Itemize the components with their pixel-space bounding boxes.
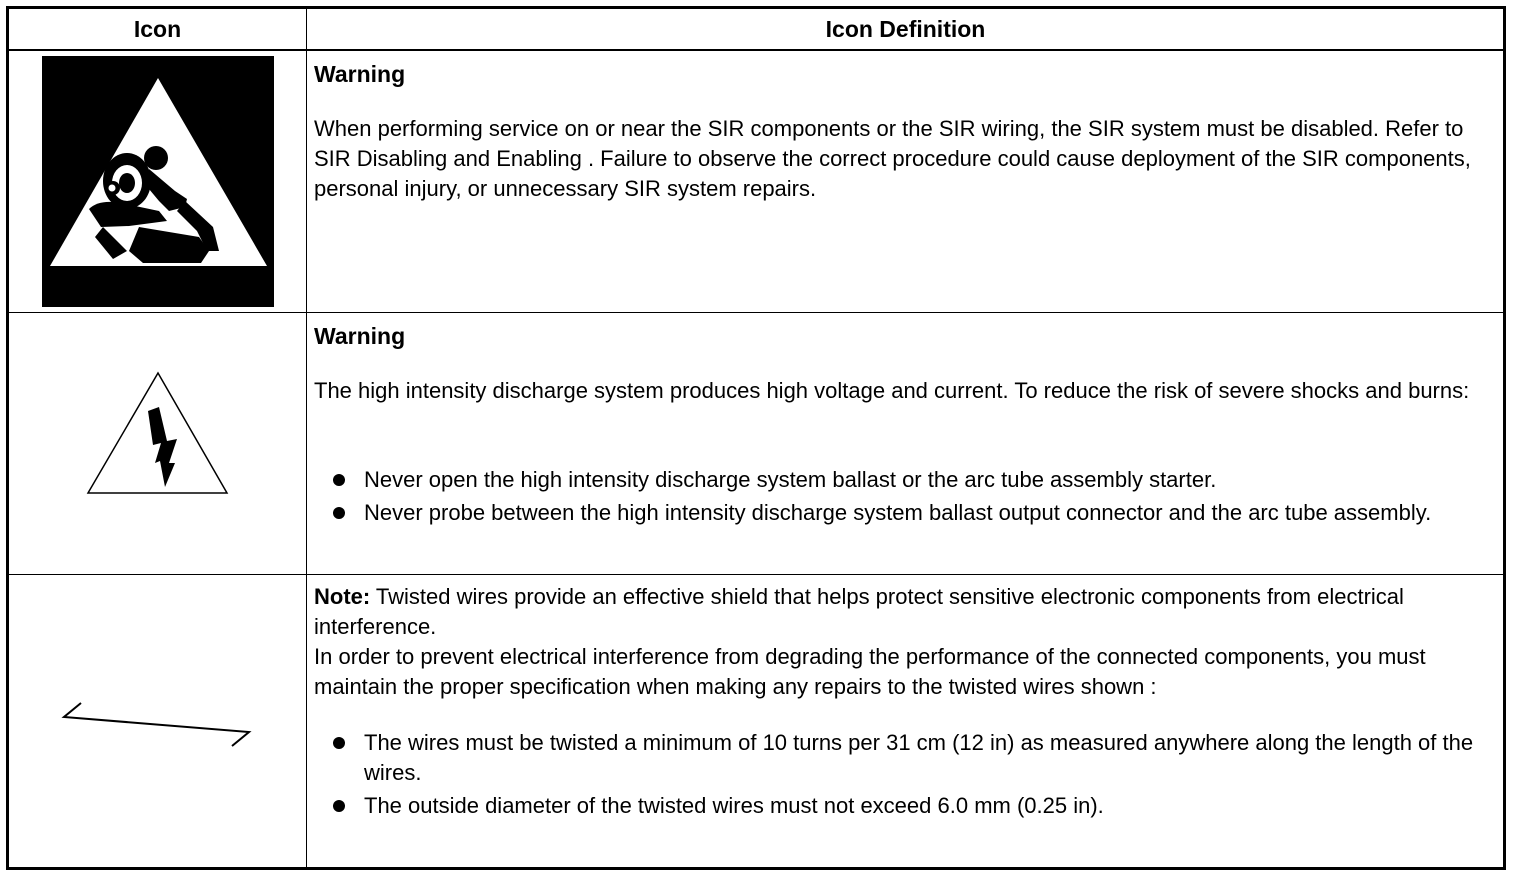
sir-airbag-warning-icon (9, 51, 306, 312)
list-item-text: The outside diameter of the twisted wires must not exceed 6.0 mm (0.25 in). (364, 793, 1104, 818)
twisted-wires-icon (9, 575, 306, 867)
warning-paragraph: The high intensity discharge system produces high voltage and current. To reduce the risk of severe shocks and burns: (314, 378, 1470, 403)
note-label: Note: (314, 584, 371, 609)
icon-cell (9, 313, 306, 574)
warning-title: Warning (314, 61, 406, 87)
list-item (308, 465, 1496, 495)
bullet-list (308, 465, 1496, 531)
table-row (9, 313, 1503, 575)
high-voltage-warning-icon (9, 313, 306, 574)
list-item-text: Never probe between the high intensity discharge system ballast output connector and the arc tube assembly. (364, 500, 1432, 525)
header-definition-column: Icon Definition (825, 16, 986, 42)
bullet-icon (333, 474, 345, 486)
icon-cell (9, 575, 306, 867)
bullet-icon (333, 800, 345, 812)
warning-paragraph: When performing service on or near the SIR components or the SIR wiring, the SIR system must be disabled. Refer to SIR Disabling and Enabling . Failure to observe the correct procedure could cause deployment of the SIR components, personal injury, or unnecessary SIR system repairs. (314, 116, 1471, 201)
list-item (308, 791, 1496, 821)
list-item-text: Never open the high intensity discharge system ballast or the arc tube assembly starter. (364, 467, 1217, 492)
warning-title: Warning (314, 323, 406, 349)
list-item-text: The wires must be twisted a minimum of 10 turns per 31 cm (12 in) as measured anywhere along the length of the wires. (364, 730, 1474, 785)
definition-cell (308, 575, 1496, 867)
icon-legend-table (6, 6, 1506, 870)
note-paragraph: In order to prevent electrical interference from degrading the performance of the connected components, you must maintain the proper specification when making any repairs to the twisted wires shown : (314, 644, 1426, 699)
table-row (9, 575, 1503, 867)
icon-cell (9, 51, 306, 312)
note-block (314, 582, 1499, 702)
table-row (9, 51, 1503, 313)
header-icon-column: Icon (133, 16, 182, 42)
definition-cell (308, 51, 1496, 312)
note-text: Twisted wires provide an effective shield that helps protect sensitive electronic components from electrical interference. (314, 584, 1404, 639)
bullet-list (308, 728, 1496, 824)
bullet-icon (333, 737, 345, 749)
definition-cell (308, 313, 1496, 574)
bullet-icon (333, 507, 345, 519)
table-header (9, 9, 1503, 51)
list-item (308, 498, 1496, 528)
list-item (308, 728, 1496, 788)
